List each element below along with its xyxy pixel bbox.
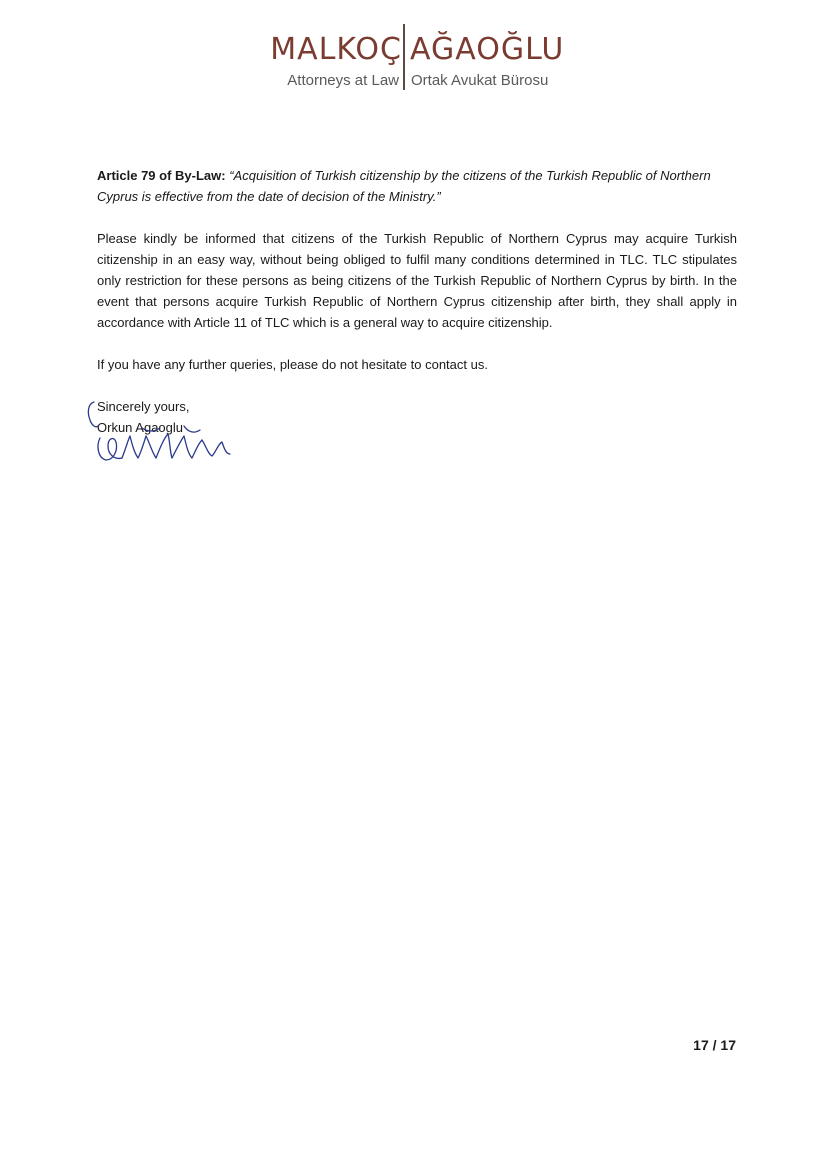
salutation: Sincerely yours, [97,399,190,414]
tagline-turkish: Ortak Avukat Bürosu [411,72,549,89]
signatory-name: Orkun Agaoglu [97,420,184,435]
letterhead [0,22,827,102]
letterhead-divider [403,24,405,90]
tagline-english: Attorneys at Law [287,72,399,89]
page-number: 17 / 17 [693,1037,736,1053]
citizenship-paragraph: Please kindly be informed that citizens of the Turkish Republic of Northern Cyprus may acquire Turkish citizenship in an easy way, without being obliged to fulfil many conditions determined in TLC. TLC stipulates only restriction for these persons as being citizens of the Turkish Republic of Northern Cyprus by birth. In the event that persons acquire Turkish Republic of Northern Cyprus citizenship after birth, they shall apply in accordance with Article 11 of TLC which is a general way to acquire citizenship. [97,231,737,330]
article-79-paragraph [97,165,737,207]
firm-name-left: MALKOÇ [270,32,402,67]
firm-name-right: AĞAOĞLU [410,32,565,67]
contact-paragraph: If you have any further queries, please do not hesitate to contact us. [97,357,488,372]
article-label: Article 79 of By-Law: [97,168,226,183]
article-quote: “Acquisition of Turkish citizenship by the citizens of the Turkish Republic of Northern Cyprus is effective from the date of decision of the Ministry.” [97,168,711,204]
handwritten-signature [84,398,234,466]
